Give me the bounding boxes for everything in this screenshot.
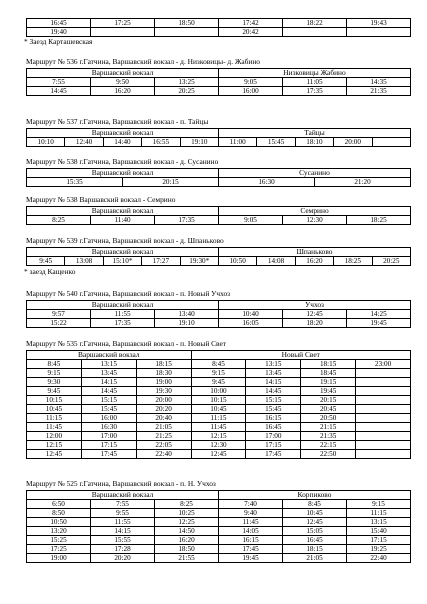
stop-header: Низковицы Жабино <box>219 69 411 78</box>
table-header-row <box>27 248 411 257</box>
time-cell: 14:15 <box>81 378 136 387</box>
time-cell: 14:25 <box>347 310 411 319</box>
time-cell: 18:30 <box>136 369 191 378</box>
time-cell: 18:50 <box>155 19 219 28</box>
time-cell <box>356 423 411 432</box>
time-cell: 14:45 <box>81 387 136 396</box>
time-cell: 9:45 <box>191 378 246 387</box>
stop-header: Варшавский вокзал <box>27 301 219 310</box>
table-row <box>27 441 411 450</box>
time-cell: 14:15 <box>246 378 301 387</box>
time-cell: 17:25 <box>27 545 91 554</box>
time-cell: 21:55 <box>155 554 219 563</box>
time-cell: 9:05 <box>219 78 283 87</box>
table-row <box>27 78 411 87</box>
time-cell: 17:27 <box>142 257 180 266</box>
time-cell: 17:45 <box>219 545 283 554</box>
time-cell <box>356 387 411 396</box>
time-cell: 20:00 <box>334 138 372 147</box>
time-cell: 19:10 <box>155 319 219 328</box>
time-cell: 10:45 <box>191 405 246 414</box>
time-cell: 8:45 <box>27 360 82 369</box>
time-cell: 15:22 <box>27 319 91 328</box>
time-cell: 21:05 <box>136 423 191 432</box>
time-cell: 14:45 <box>27 87 91 96</box>
time-cell: 22:05 <box>136 441 191 450</box>
table-header-row <box>27 129 411 138</box>
time-cell: 8:50 <box>27 509 91 518</box>
time-cell: 16:45 <box>283 536 347 545</box>
time-cell: 9:05 <box>219 216 283 225</box>
time-cell: 19:45 <box>347 319 411 328</box>
table-header-row <box>27 351 411 360</box>
time-cell <box>347 28 411 37</box>
time-cell: 19:45 <box>301 387 356 396</box>
time-cell: 21:35 <box>301 432 356 441</box>
time-cell <box>356 369 411 378</box>
time-cell: 13:15 <box>81 360 136 369</box>
time-cell: 13:45 <box>246 369 301 378</box>
time-cell: 16:15 <box>246 414 301 423</box>
time-cell: 11:55 <box>91 518 155 527</box>
time-cell: 16:00 <box>219 87 283 96</box>
time-cell: 21:20 <box>315 178 411 187</box>
time-cell: 18:15 <box>283 545 347 554</box>
time-cell: 10:15 <box>27 396 82 405</box>
schedule-table <box>26 68 411 96</box>
time-cell: 17:35 <box>155 216 219 225</box>
time-cell: 20:25 <box>372 257 410 266</box>
time-cell: 10:00 <box>191 387 246 396</box>
time-cell: 20:15 <box>123 178 219 187</box>
time-cell: 9:15 <box>347 500 411 509</box>
time-cell: 11:45 <box>191 423 246 432</box>
time-cell <box>356 396 411 405</box>
time-cell: 9:15 <box>27 369 82 378</box>
table-row <box>27 28 411 37</box>
time-cell: 8:25 <box>155 500 219 509</box>
time-cell: 20:20 <box>136 405 191 414</box>
time-cell: 10:45 <box>283 509 347 518</box>
table-row <box>27 432 411 441</box>
table-row <box>27 396 411 405</box>
time-cell: 12:45 <box>191 450 246 459</box>
time-cell: 18:25 <box>334 257 372 266</box>
route-title: Маршрут № 535 г.Гатчина, Варшавский вокзал - п. Новый Свет <box>26 339 227 348</box>
time-cell: 6:50 <box>27 500 91 509</box>
time-cell: 22:15 <box>301 441 356 450</box>
time-cell <box>356 450 411 459</box>
table-row <box>27 378 411 387</box>
time-cell: 9:30 <box>27 378 82 387</box>
time-cell: 10:50 <box>27 518 91 527</box>
table-header-row <box>27 169 411 178</box>
time-cell: 11:15 <box>27 414 82 423</box>
stop-header: Варшавский вокзал <box>27 169 219 178</box>
table-row <box>27 554 411 563</box>
time-cell: 13:15 <box>246 360 301 369</box>
time-cell: 19:30* <box>180 257 218 266</box>
time-cell: 15:55 <box>91 536 155 545</box>
time-cell: 17:15 <box>81 441 136 450</box>
time-cell: 15:45 <box>81 405 136 414</box>
time-cell: 16:05 <box>219 319 283 328</box>
table-row <box>27 500 411 509</box>
time-cell: 20:20 <box>91 554 155 563</box>
time-cell: 16:30 <box>81 423 136 432</box>
time-cell: 12:30 <box>283 216 347 225</box>
time-cell: 16:00 <box>81 414 136 423</box>
time-cell: 20:15 <box>301 396 356 405</box>
stop-header: Тайцы <box>218 129 410 138</box>
time-cell: 19:15 <box>301 378 356 387</box>
time-cell: 12:00 <box>27 432 82 441</box>
time-cell: 11:05 <box>283 78 347 87</box>
time-cell: 11:45 <box>219 518 283 527</box>
time-cell <box>356 378 411 387</box>
schedule-table <box>26 168 411 187</box>
table-row <box>27 369 411 378</box>
route-title: Маршрут № 525 г.Гатчина, Варшавский вокзал - п. Н. Учхоз <box>26 479 216 488</box>
time-cell: 7:55 <box>91 500 155 509</box>
table-header-row <box>27 301 411 310</box>
time-cell: 19:00 <box>27 554 91 563</box>
time-cell: 14:15 <box>91 527 155 536</box>
time-cell: 7:40 <box>219 500 283 509</box>
time-cell <box>356 441 411 450</box>
schedule-table <box>26 247 411 266</box>
time-cell: 9:55 <box>91 509 155 518</box>
stop-header: Сусанино <box>219 169 411 178</box>
footnote: * Заезд Карташевская <box>24 37 93 46</box>
table-row <box>27 423 411 432</box>
time-cell: 19:25 <box>347 545 411 554</box>
time-cell: 14:40 <box>103 138 141 147</box>
time-cell: 11:15 <box>191 414 246 423</box>
time-cell: 15:15 <box>246 396 301 405</box>
time-cell: 15:45 <box>257 138 295 147</box>
footnote: * заезд Кащенко <box>24 267 76 276</box>
time-cell: 19:30 <box>136 387 191 396</box>
time-cell: 18:25 <box>347 216 411 225</box>
time-cell: 18:15 <box>136 360 191 369</box>
time-cell: 16:55 <box>142 138 180 147</box>
time-cell: 18:22 <box>283 19 347 28</box>
table-header-row <box>27 69 411 78</box>
time-cell: 8:25 <box>27 216 91 225</box>
time-cell: 18:15 <box>301 360 356 369</box>
stop-header: Корпиково <box>219 491 411 500</box>
table-row <box>27 518 411 527</box>
time-cell: 17:15 <box>246 441 301 450</box>
time-cell: 9:45 <box>27 387 82 396</box>
route-title: Маршрут № 538 г.Гатчина, Варшавский вокзал - д. Сусанино <box>26 157 219 166</box>
time-cell: 16:15 <box>219 536 283 545</box>
time-cell <box>356 405 411 414</box>
time-cell: 13:25 <box>155 78 219 87</box>
time-cell: 16:20 <box>155 536 219 545</box>
time-cell: 20:40 <box>136 414 191 423</box>
time-cell: 15:10* <box>103 257 141 266</box>
time-cell: 15:15 <box>81 396 136 405</box>
time-cell: 17:15 <box>347 536 411 545</box>
time-cell: 12:45 <box>27 450 82 459</box>
table-row <box>27 216 411 225</box>
time-cell: 11:00 <box>218 138 256 147</box>
time-cell: 16:20 <box>295 257 333 266</box>
time-cell: 10:25 <box>155 509 219 518</box>
time-cell: 11:15 <box>347 509 411 518</box>
time-cell: 17:45 <box>81 450 136 459</box>
time-cell: 15:25 <box>27 536 91 545</box>
table-row <box>27 545 411 554</box>
time-cell: 8:45 <box>191 360 246 369</box>
time-cell: 20:42 <box>219 28 283 37</box>
stop-header: Варшавский вокзал <box>27 491 219 500</box>
schedule-table <box>26 350 411 459</box>
table-row <box>27 319 411 328</box>
time-cell: 15:40 <box>347 527 411 536</box>
table-row <box>27 87 411 96</box>
time-cell: 9:15 <box>191 369 246 378</box>
time-cell: 15:35 <box>27 178 123 187</box>
time-cell: 13:20 <box>27 527 91 536</box>
time-cell: 10:15 <box>191 396 246 405</box>
stop-header: Варшавский вокзал <box>27 129 219 138</box>
time-cell: 19:43 <box>347 19 411 28</box>
time-cell <box>356 432 411 441</box>
time-cell: 7:55 <box>27 78 91 87</box>
schedule-table <box>26 18 411 37</box>
time-cell: 13:45 <box>81 369 136 378</box>
time-cell: 14:35 <box>347 78 411 87</box>
table-row <box>27 360 411 369</box>
time-cell: 8:45 <box>283 500 347 509</box>
route-title: Маршрут № 536 г.Гатчина, Варшавский вокзал - д. Низковицы- д. Жабино <box>26 57 260 66</box>
time-cell: 12:15 <box>191 432 246 441</box>
time-cell: 16:45 <box>246 423 301 432</box>
time-cell: 19:00 <box>136 378 191 387</box>
time-cell: 20:50 <box>301 414 356 423</box>
time-cell <box>283 28 347 37</box>
route-title: Маршрут № 540 г.Гатчина, Варшавский вокзал - п. Новый Учхоз <box>26 289 231 298</box>
time-cell: 21:25 <box>136 432 191 441</box>
time-cell: 13:40 <box>155 310 219 319</box>
route-title: Маршрут № 539 г.Гатчина, Варшавский вокзал - д. Шпаньково <box>26 236 224 245</box>
route-title: Маршрут № 538 Варшавский вокзал - Семрино <box>26 195 176 204</box>
table-row <box>27 310 411 319</box>
time-cell: 19:10 <box>180 138 218 147</box>
time-cell: 10:50 <box>218 257 256 266</box>
time-cell <box>372 138 410 147</box>
table-row <box>27 414 411 423</box>
stop-header: Варшавский вокзал <box>27 248 219 257</box>
time-cell: 21:35 <box>347 87 411 96</box>
time-cell: 20:45 <box>301 405 356 414</box>
time-cell: 18:10 <box>295 138 333 147</box>
time-cell: 17:00 <box>81 432 136 441</box>
time-cell: 14:45 <box>246 387 301 396</box>
time-cell: 17:45 <box>246 450 301 459</box>
time-cell: 18:20 <box>283 319 347 328</box>
schedule-table <box>26 206 411 225</box>
time-cell: 20:25 <box>155 87 219 96</box>
time-cell: 9:50 <box>91 78 155 87</box>
time-cell: 20:00 <box>136 396 191 405</box>
time-cell: 15:45 <box>246 405 301 414</box>
table-row <box>27 138 411 147</box>
time-cell: 9:57 <box>27 310 91 319</box>
table-row <box>27 178 411 187</box>
time-cell: 10:10 <box>27 138 65 147</box>
table-row <box>27 527 411 536</box>
time-cell: 9:45 <box>27 257 65 266</box>
time-cell: 10:40 <box>219 310 283 319</box>
stop-header: Новый Свет <box>191 351 410 360</box>
stop-header: Варшавский вокзал <box>27 69 219 78</box>
time-cell: 12:15 <box>27 441 82 450</box>
time-cell <box>356 414 411 423</box>
time-cell: 13:15 <box>347 518 411 527</box>
stop-header: Варшавский вокзал <box>27 207 219 216</box>
time-cell: 21:15 <box>301 423 356 432</box>
time-cell: 17:35 <box>91 319 155 328</box>
schedule-table <box>26 490 411 563</box>
stop-header: Семрино <box>219 207 411 216</box>
time-cell: 13:08 <box>65 257 103 266</box>
route-title: Маршрут № 537 г.Гатчина, Варшавский вокзал - п. Тайцы <box>26 117 209 126</box>
table-row <box>27 509 411 518</box>
table-row <box>27 536 411 545</box>
table-header-row <box>27 207 411 216</box>
table-row <box>27 450 411 459</box>
time-cell: 10:45 <box>27 405 82 414</box>
table-row <box>27 387 411 396</box>
time-cell: 17:42 <box>219 19 283 28</box>
time-cell: 16:45 <box>27 19 91 28</box>
time-cell: 12:40 <box>65 138 103 147</box>
time-cell: 22:40 <box>347 554 411 563</box>
schedule-table <box>26 128 411 147</box>
time-cell: 18:45 <box>301 369 356 378</box>
time-cell: 9:40 <box>219 509 283 518</box>
time-cell: 17:35 <box>283 87 347 96</box>
table-row <box>27 257 411 266</box>
table-row <box>27 405 411 414</box>
table-row <box>27 19 411 28</box>
time-cell: 17:25 <box>91 19 155 28</box>
time-cell: 12:30 <box>191 441 246 450</box>
time-cell: 16:20 <box>91 87 155 96</box>
table-header-row <box>27 491 411 500</box>
time-cell: 23:00 <box>356 360 411 369</box>
time-cell: 11:45 <box>27 423 82 432</box>
stop-header: Варшавский вокзал <box>27 351 192 360</box>
time-cell: 22:40 <box>136 450 191 459</box>
time-cell: 18:50 <box>155 545 219 554</box>
time-cell: 14:50 <box>155 527 219 536</box>
time-cell: 14:05 <box>219 527 283 536</box>
schedule-table <box>26 300 411 328</box>
time-cell: 22:50 <box>301 450 356 459</box>
time-cell: 12:45 <box>283 310 347 319</box>
time-cell: 11:40 <box>91 216 155 225</box>
time-cell: 21:05 <box>283 554 347 563</box>
time-cell <box>155 28 219 37</box>
time-cell: 11:55 <box>91 310 155 319</box>
time-cell: 19:40 <box>27 28 91 37</box>
time-cell: 16:30 <box>219 178 315 187</box>
time-cell: 17:00 <box>246 432 301 441</box>
stop-header: Шпаньково <box>218 248 410 257</box>
time-cell: 14:08 <box>257 257 295 266</box>
time-cell: 19:45 <box>219 554 283 563</box>
time-cell: 15:05 <box>283 527 347 536</box>
time-cell: 12:25 <box>155 518 219 527</box>
stop-header: Учхоз <box>219 301 411 310</box>
time-cell: 12:45 <box>283 518 347 527</box>
time-cell: 17:28 <box>91 545 155 554</box>
time-cell <box>91 28 155 37</box>
